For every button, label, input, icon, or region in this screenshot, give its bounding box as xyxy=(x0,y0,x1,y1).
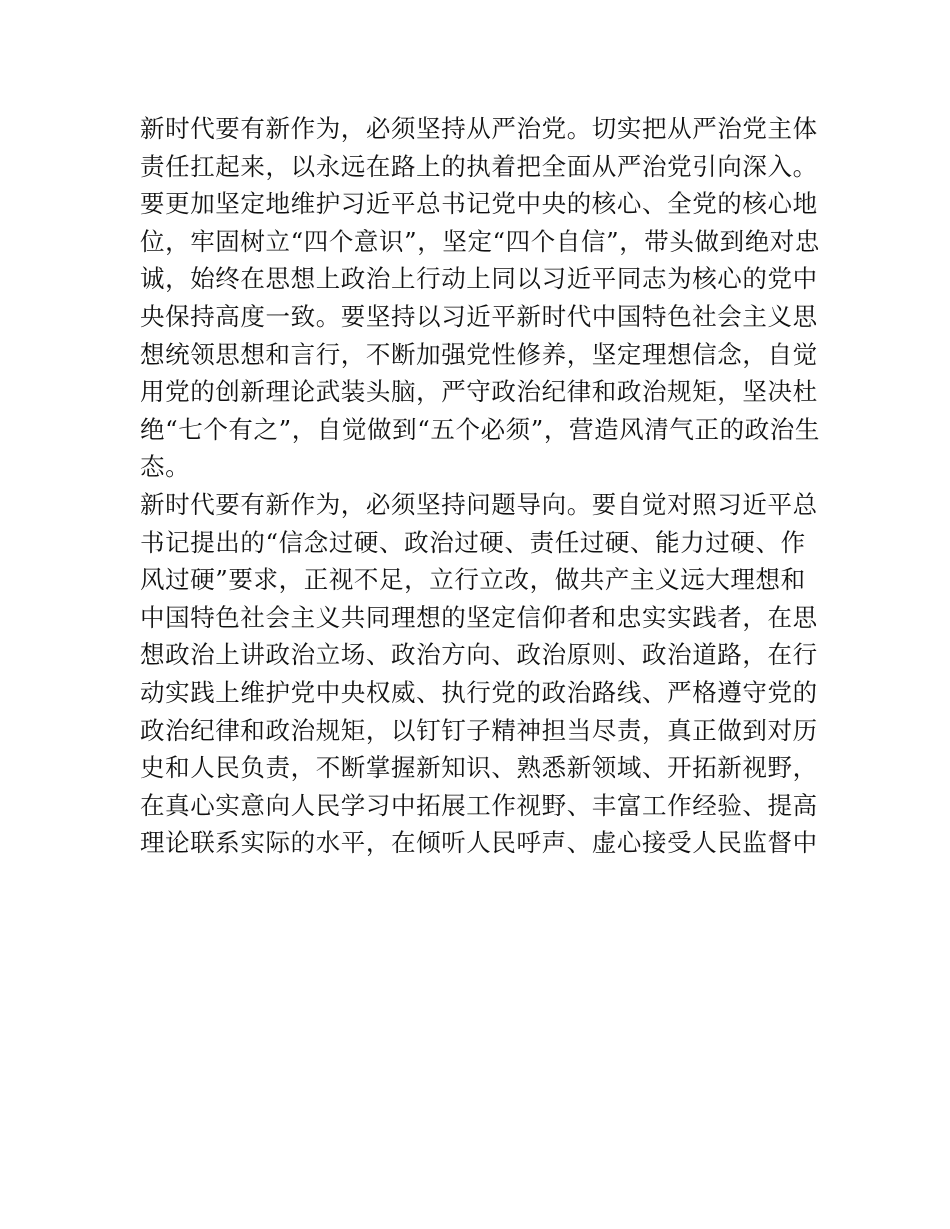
paragraph-line: 理论联系实际的水平，在倾听人民呼声、虚心接受人民监督中 xyxy=(140,828,818,858)
paragraph-line: 态。 xyxy=(140,452,191,482)
paragraph-line: 想政治上讲政治立场、政治方向、政治原则、政治道路，在行 xyxy=(140,640,818,670)
paragraph-line: 风过硬”要求，正视不足，立行立改，做共产主义远大理想和 xyxy=(140,565,806,595)
paragraph-line: 想统领思想和言行，不断加强党性修养，坚定理想信念，自觉 xyxy=(140,339,818,369)
paragraph-line: 动实践上维护党中央权威、执行党的政治路线、严格遵守党的 xyxy=(140,677,818,707)
paragraph-2 xyxy=(140,486,820,862)
paragraph-line: 责任扛起来，以永远在路上的执着把全面从严治党引向深入。 xyxy=(140,151,818,181)
paragraph-line: 诚，始终在思想上政治上行动上同以习近平同志为核心的党中 xyxy=(140,264,818,294)
paragraph-line: 书记提出的“信念过硬、政治过硬、责任过硬、能力过硬、作 xyxy=(140,527,806,557)
paragraph-1 xyxy=(140,110,820,486)
paragraph-line: 政治纪律和政治规矩，以钉钉子精神担当尽责，真正做到对历 xyxy=(140,715,818,745)
paragraph-line: 史和人民负责，不断掌握新知识、熟悉新领域、开拓新视野， xyxy=(140,753,818,783)
document-body xyxy=(140,110,820,862)
paragraph-line: 央保持高度一致。要坚持以习近平新时代中国特色社会主义思 xyxy=(140,301,818,331)
paragraph-line: 在真心实意向人民学习中拓展工作视野、丰富工作经验、提高 xyxy=(140,790,818,820)
paragraph-line: 新时代要有新作为，必须坚持从严治党。切实把从严治党主体 xyxy=(140,114,818,143)
paragraph-line: 新时代要有新作为，必须坚持问题导向。要自觉对照习近平总 xyxy=(140,489,818,519)
paragraph-line: 要更加坚定地维护习近平总书记党中央的核心、全党的核心地 xyxy=(140,189,818,219)
paragraph-line: 中国特色社会主义共同理想的坚定信仰者和忠实实践者，在思 xyxy=(140,602,818,632)
paragraph-line: 绝“七个有之”，自觉做到“五个必须”，营造风清气正的政治生 xyxy=(140,414,820,444)
paragraph-line: 用党的创新理论武装头脑，严守政治纪律和政治规矩，坚决杜 xyxy=(140,377,818,407)
paragraph-line: 位，牢固树立“四个意识”，坚定“四个自信”，带头做到绝对忠 xyxy=(140,226,820,256)
